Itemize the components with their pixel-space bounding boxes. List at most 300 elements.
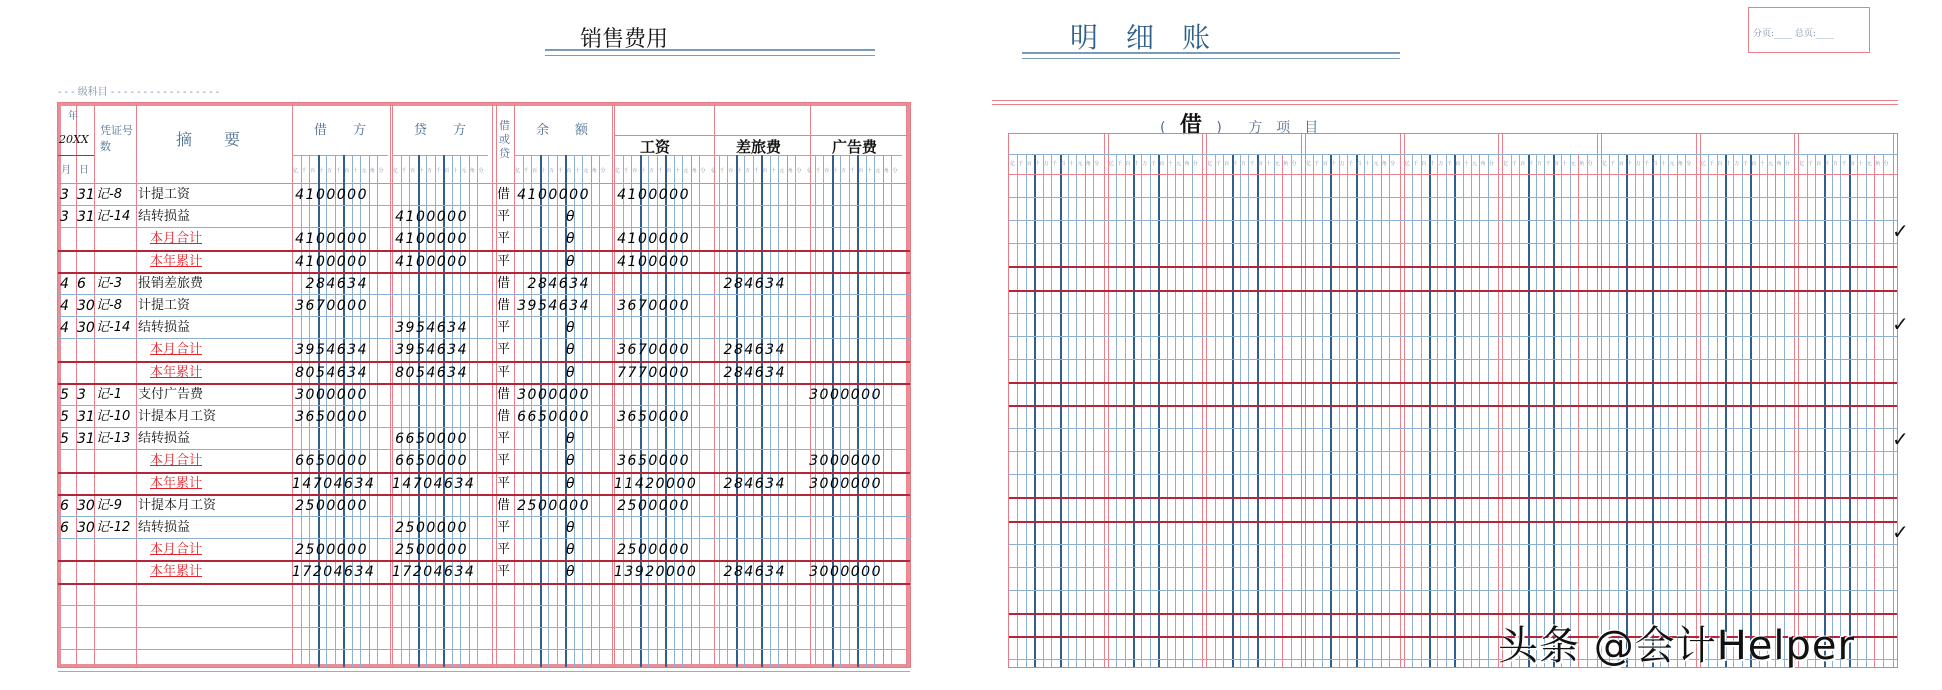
digit-unit-label: 十 [318, 168, 324, 174]
digit-unit-label: 千 [523, 168, 529, 174]
header-year: 年 [68, 111, 78, 122]
row-wages: 3670000 [617, 298, 690, 314]
digit-rule [469, 155, 470, 667]
account-title-underline-2 [545, 55, 875, 56]
row-debit: 14704634 [292, 475, 376, 492]
row-day: 31 [77, 409, 95, 425]
row-rule [58, 627, 910, 628]
digit-unit-label: 千 [1511, 161, 1517, 167]
digit-unit-label: 分 [1291, 161, 1297, 167]
digit-unit-label: 十 [1725, 161, 1731, 167]
digit-unit-label: 亿 [1010, 161, 1016, 167]
row-credit: 3954634 [395, 320, 468, 337]
digit-header-rule [514, 155, 610, 156]
row-dr-or-cr: 平 [497, 542, 511, 558]
row-wages: 3650000 [617, 453, 690, 470]
digit-unit-label: 千 [1807, 161, 1813, 167]
column-rule [1301, 134, 1302, 667]
digit-unit-label: 万 [841, 168, 847, 174]
digit-unit-label: 千 [719, 168, 725, 174]
digit-unit-label: 千 [1841, 161, 1847, 167]
row-summary: 本月合计 [150, 542, 203, 558]
header-detail-2: 广告费 [832, 138, 878, 156]
digit-unit-label: 百 [1421, 161, 1427, 167]
header-debit: 借 方 [314, 123, 367, 138]
row-credit: 6650000 [395, 453, 468, 470]
row-summary: 本年累计 [150, 475, 203, 491]
digit-unit-label: 角 [369, 168, 375, 174]
row-dr-or-cr: 借 [497, 187, 511, 202]
digit-unit-label: 百 [1652, 161, 1658, 167]
digit-unit-label: 十 [452, 168, 458, 174]
row-month: 3 [60, 209, 69, 226]
digit-unit-label: 分 [378, 168, 384, 174]
digit-unit-label: 千 [623, 168, 629, 174]
digit-unit-label: 千 [815, 168, 821, 174]
digit-rule [832, 155, 834, 667]
row-month: 5 [60, 431, 69, 448]
digit-unit-label: 百 [1125, 161, 1131, 167]
row-balance-zero: θ [566, 564, 575, 581]
digit-unit-label: 千 [335, 168, 341, 174]
digit-unit-label: 百 [824, 168, 830, 174]
digit-unit-label: 百 [1520, 161, 1526, 167]
row-debit: 3954634 [295, 342, 368, 359]
digit-unit-label: 角 [787, 168, 793, 174]
digit-unit-label: 角 [1283, 161, 1289, 167]
column-rule [1502, 134, 1503, 667]
row-dr-or-cr: 借 [497, 386, 511, 402]
digit-unit-label: 亿 [1207, 161, 1213, 167]
row-balance-zero: θ [566, 520, 575, 536]
total-rule [1009, 405, 1897, 407]
digit-unit-label: 十 [1660, 161, 1666, 167]
row-day: 30 [77, 298, 95, 314]
total-rule [1009, 521, 1897, 523]
digit-unit-label: 百 [762, 168, 768, 174]
row-rule [1009, 313, 1897, 314]
row-rule [1009, 336, 1897, 337]
digit-unit-label: 百 [1159, 161, 1165, 167]
checkmark-icon: ✓ [1892, 311, 1909, 336]
digit-unit-label: 元 [1077, 161, 1083, 167]
digit-unit-label: 百 [1717, 161, 1723, 167]
digit-unit-label: 亿 [1404, 161, 1410, 167]
digit-unit-label: 亿 [515, 168, 521, 174]
digit-unit-label: 万 [549, 168, 555, 174]
row-debit: 3670000 [295, 298, 368, 314]
row-debit: 3650000 [295, 409, 368, 425]
row-day: 31 [77, 431, 95, 448]
row-debit: 4100000 [295, 187, 368, 203]
digit-unit-label: 分 [1587, 161, 1593, 167]
digit-unit-label: 千 [401, 168, 407, 174]
header-balance: 余 额 [536, 123, 589, 138]
row-rule [1009, 567, 1897, 568]
row-balance-zero: θ [566, 475, 575, 492]
ledger-type-title: 明 细 账 [1070, 21, 1211, 54]
row-debit: 284634 [305, 275, 368, 292]
row-balance: 284634 [527, 275, 590, 292]
digit-unit-label: 分 [1488, 161, 1494, 167]
digit-unit-label: 亿 [1108, 161, 1114, 167]
row-day: 30 [77, 320, 95, 337]
digit-unit-label: 分 [796, 168, 802, 174]
row-month: 5 [60, 409, 69, 425]
column-rule [1498, 134, 1499, 667]
digit-unit-label: 角 [883, 168, 889, 174]
row-balance: 4100000 [517, 187, 590, 203]
row-wages: 4100000 [617, 231, 690, 248]
row-voucher: 记-12 [96, 520, 131, 535]
row-summary: 支付广告费 [138, 386, 204, 402]
digit-unit-label: 十 [1824, 161, 1830, 167]
row-dr-or-cr: 平 [497, 320, 511, 336]
checkmark-icon: ✓ [1892, 219, 1909, 244]
row-rule [58, 649, 910, 650]
row-voucher: 记-9 [96, 497, 122, 513]
digit-unit-label: 亿 [1306, 161, 1312, 167]
digit-unit-label: 分 [1784, 161, 1790, 167]
digit-unit-label: 百 [1455, 161, 1461, 167]
digit-unit-label: 十 [1463, 161, 1469, 167]
digit-unit-label: 千 [557, 168, 563, 174]
digit-unit-label: 角 [1677, 161, 1683, 167]
digit-unit-label: 千 [1249, 161, 1255, 167]
row-dr-or-cr: 平 [497, 520, 511, 535]
digit-unit-label: 百 [444, 168, 450, 174]
row-dr-or-cr: 平 [497, 453, 511, 469]
digit-unit-label: 十 [770, 168, 776, 174]
header-summary: 摘 要 [176, 130, 241, 149]
digit-unit-label: 千 [435, 168, 441, 174]
row-voucher: 记-8 [96, 187, 122, 202]
row-month: 4 [60, 320, 69, 337]
ledger-type-underline [1022, 52, 1400, 54]
digit-unit-label: 十 [736, 168, 742, 174]
row-credit: 4100000 [395, 253, 468, 270]
digit-unit-label: 元 [1472, 161, 1478, 167]
row-wages: 2500000 [617, 497, 690, 514]
digit-unit-label: 千 [1215, 161, 1221, 167]
paren-close: ) [1216, 120, 1222, 136]
total-rule [1009, 497, 1897, 499]
row-summary: 报销差旅费 [138, 275, 204, 291]
column-rule [1202, 134, 1203, 667]
digit-unit-label: 万 [1241, 161, 1247, 167]
digit-rule [599, 155, 600, 667]
row-month: 5 [60, 386, 69, 403]
right-top-rule-2 [992, 104, 1898, 105]
digit-unit-label: 十 [1858, 161, 1864, 167]
row-debit: 4100000 [295, 253, 368, 270]
checkmark-icon: ✓ [1892, 427, 1909, 452]
row-summary: 本年累计 [150, 253, 203, 269]
subsidiary-label-text: 级科目 [77, 87, 108, 98]
digit-unit-label: 十 [1035, 161, 1041, 167]
row-balance-zero: θ [566, 542, 575, 559]
row-dr-or-cr: 平 [497, 231, 511, 247]
row-travel: 284634 [723, 564, 786, 581]
digit-unit-label: 十 [352, 168, 358, 174]
digit-unit-label: 分 [600, 168, 606, 174]
row-balance-zero: θ [566, 364, 575, 381]
digit-rule [815, 155, 816, 667]
row-wages: 3650000 [617, 409, 690, 425]
row-debit: 4100000 [295, 231, 368, 248]
section-dc: 借 [1179, 113, 1202, 138]
row-summary: 计提工资 [138, 298, 191, 313]
digit-unit-label: 百 [566, 168, 572, 174]
digit-unit-label: 分 [478, 168, 484, 174]
digit-unit-label: 百 [1356, 161, 1362, 167]
digit-unit-label: 十 [1068, 161, 1074, 167]
column-rule [1108, 134, 1109, 667]
row-wages: 3670000 [617, 342, 690, 359]
column-rule [1104, 134, 1105, 667]
digit-unit-label: 亿 [1799, 161, 1805, 167]
digit-unit-label: 亿 [1503, 161, 1509, 167]
row-summary: 结转损益 [138, 209, 191, 225]
digit-unit-label: 分 [700, 168, 706, 174]
row-day: 3 [77, 386, 86, 403]
row-day: 30 [77, 497, 95, 514]
row-balance: 3954634 [517, 298, 590, 314]
digit-unit-label: 千 [1018, 161, 1024, 167]
row-credit: 2500000 [395, 520, 468, 536]
digit-rule [477, 155, 478, 667]
digit-unit-label: 千 [1644, 161, 1650, 167]
digit-unit-label: 万 [1043, 161, 1049, 167]
row-ads: 3000000 [809, 475, 882, 492]
digit-unit-label: 百 [858, 168, 864, 174]
column-rule [1794, 134, 1795, 667]
digit-unit-label: 十 [866, 168, 872, 174]
digit-unit-label: 分 [1686, 161, 1692, 167]
row-voucher: 记-1 [96, 386, 122, 402]
row-balance-zero: θ [566, 209, 575, 226]
digit-unit-label: 万 [1339, 161, 1345, 167]
row-balance-zero: θ [566, 320, 575, 337]
digit-header-rule [392, 155, 488, 156]
row-rule [1009, 220, 1897, 221]
digit-unit-label: 十 [832, 168, 838, 174]
row-dr-or-cr: 借 [497, 275, 511, 291]
digit-header-rule [292, 155, 388, 156]
row-rule [58, 605, 910, 606]
digit-unit-label: 分 [1883, 161, 1889, 167]
row-summary: 本年累计 [150, 564, 203, 580]
row-summary: 计提本月工资 [138, 409, 217, 424]
row-month: 4 [60, 298, 69, 314]
digit-unit-label: 十 [1232, 161, 1238, 167]
digit-unit-label: 十 [540, 168, 546, 174]
digit-unit-label: 角 [469, 168, 475, 174]
digit-unit-label: 千 [1446, 161, 1452, 167]
row-debit: 6650000 [295, 453, 368, 470]
digit-unit-label: 千 [1742, 161, 1748, 167]
digit-rule [823, 155, 824, 667]
row-dr-or-cr: 平 [497, 431, 511, 447]
row-travel: 284634 [723, 275, 786, 292]
row-summary: 本月合计 [150, 342, 203, 358]
digit-unit-label: 万 [649, 168, 655, 174]
digit-unit-label: 亿 [807, 168, 813, 174]
digit-unit-label: 万 [1438, 161, 1444, 167]
digit-unit-label: 元 [779, 168, 785, 174]
row-wages: 13920000 [614, 564, 698, 581]
digit-unit-label: 元 [683, 168, 689, 174]
digit-unit-label: 十 [1133, 161, 1139, 167]
digit-rule [369, 155, 370, 667]
header-bottom-rule [1009, 174, 1897, 175]
digit-unit-label: 分 [1192, 161, 1198, 167]
header-detail-1: 差旅费 [736, 138, 782, 156]
row-credit: 6650000 [395, 431, 468, 448]
digit-unit-label: 元 [1373, 161, 1379, 167]
paren-open: ( [1160, 120, 1166, 136]
digit-unit-label: 万 [1635, 161, 1641, 167]
column-rule [1305, 134, 1306, 667]
digit-unit-label: 亿 [393, 168, 399, 174]
row-voucher: 记-10 [96, 409, 131, 424]
digit-unit-label: 千 [1709, 161, 1715, 167]
watermark: 头条 @会计Helper [1498, 623, 1855, 669]
row-balance-zero: θ [566, 453, 575, 470]
header-dr-or-cr: 借或贷 [499, 119, 510, 160]
row-ads: 3000000 [809, 453, 882, 470]
digit-rule [840, 155, 841, 667]
digit-unit-label: 千 [301, 168, 307, 174]
row-balance: 2500000 [517, 497, 590, 514]
column-rule [1601, 134, 1602, 667]
digit-unit-label: 千 [1610, 161, 1616, 167]
digit-unit-label: 百 [310, 168, 316, 174]
row-ads: 3000000 [809, 564, 882, 581]
digit-unit-label: 千 [657, 168, 663, 174]
digit-rule [787, 155, 788, 667]
digit-rule [727, 155, 728, 667]
row-debit: 8054634 [295, 364, 368, 381]
column-rule [1696, 134, 1697, 667]
digit-unit-label: 十 [1266, 161, 1272, 167]
header-voucher: 凭证号数 [100, 124, 133, 153]
row-credit: 14704634 [392, 475, 476, 492]
row-credit: 17204634 [392, 564, 476, 581]
digit-unit-label: 百 [532, 168, 538, 174]
right-top-rule [992, 100, 1898, 101]
digit-unit-label: 亿 [711, 168, 717, 174]
column-rule [1700, 134, 1701, 667]
row-summary: 结转损益 [138, 320, 191, 336]
digit-unit-label: 元 [1570, 161, 1576, 167]
digit-unit-label: 十 [1167, 161, 1173, 167]
digit-unit-label: 元 [461, 168, 467, 174]
digit-unit-label: 元 [875, 168, 881, 174]
row-wages: 4100000 [617, 187, 690, 203]
digit-unit-label: 十 [1759, 161, 1765, 167]
digit-unit-label: 角 [591, 168, 597, 174]
digit-unit-label: 万 [1142, 161, 1148, 167]
total-rule [1009, 290, 1897, 292]
digit-unit-label: 百 [1257, 161, 1263, 167]
digit-unit-label: 十 [1528, 161, 1534, 167]
row-summary: 本月合计 [150, 453, 203, 469]
digit-unit-label: 万 [427, 168, 433, 174]
digit-unit-label: 亿 [293, 168, 299, 174]
digit-unit-label: 百 [1618, 161, 1624, 167]
digit-unit-label: 百 [666, 168, 672, 174]
digit-rule [778, 155, 779, 667]
row-rule [1009, 359, 1897, 360]
column-rule [1893, 134, 1894, 667]
digit-rule [591, 155, 592, 667]
digit-unit-label: 十 [1627, 161, 1633, 167]
section-rest: 方 项 目 [1248, 120, 1319, 136]
account-title: 销售费用 [580, 27, 669, 52]
digit-unit-label: 分 [892, 168, 898, 174]
column-rule [1597, 134, 1598, 667]
row-summary: 结转损益 [138, 520, 191, 535]
row-wages: 7770000 [617, 364, 690, 381]
digit-rule [719, 155, 720, 667]
row-month: 6 [60, 520, 69, 536]
column-rule [1404, 134, 1405, 667]
row-credit: 3954634 [395, 342, 468, 359]
row-rule [1009, 428, 1897, 429]
header-detail-0: 工资 [640, 138, 671, 156]
digit-unit-label: 百 [1224, 161, 1230, 167]
row-balance: 3000000 [517, 386, 590, 403]
digit-unit-label: 角 [1776, 161, 1782, 167]
digit-rule [377, 155, 378, 667]
digit-unit-label: 亿 [1700, 161, 1706, 167]
row-debit: 2500000 [295, 497, 368, 514]
digit-unit-label: 元 [1866, 161, 1872, 167]
year-underline [58, 155, 94, 156]
digit-unit-label: 百 [1060, 161, 1066, 167]
digit-unit-label: 亿 [615, 168, 621, 174]
digit-unit-label: 百 [1751, 161, 1757, 167]
row-voucher: 记-13 [96, 431, 131, 447]
row-dr-or-cr: 借 [497, 409, 511, 424]
digit-unit-label: 角 [1579, 161, 1585, 167]
digit-unit-label: 千 [753, 168, 759, 174]
row-dr-or-cr: 平 [497, 364, 511, 380]
digit-unit-label: 万 [745, 168, 751, 174]
digit-unit-label: 千 [1314, 161, 1320, 167]
digit-unit-label: 百 [1816, 161, 1822, 167]
row-dr-or-cr: 借 [497, 497, 511, 513]
row-month: 6 [60, 497, 69, 514]
digit-unit-label: 元 [361, 168, 367, 174]
digit-unit-label: 千 [1413, 161, 1419, 167]
digit-rule [770, 155, 771, 667]
column-rule [1798, 134, 1799, 667]
digit-unit-label: 千 [1545, 161, 1551, 167]
total-rule [1009, 266, 1897, 268]
row-day: 30 [77, 520, 95, 536]
digit-rule [744, 155, 745, 667]
digit-unit-label: 亿 [1602, 161, 1608, 167]
digit-unit-label: 元 [1274, 161, 1280, 167]
digit-rule [857, 155, 859, 667]
row-credit: 4100000 [395, 209, 468, 226]
digit-unit-label: 十 [674, 168, 680, 174]
digit-rule [866, 155, 867, 667]
digit-unit-label: 十 [1429, 161, 1435, 167]
row-rule [1009, 590, 1897, 591]
